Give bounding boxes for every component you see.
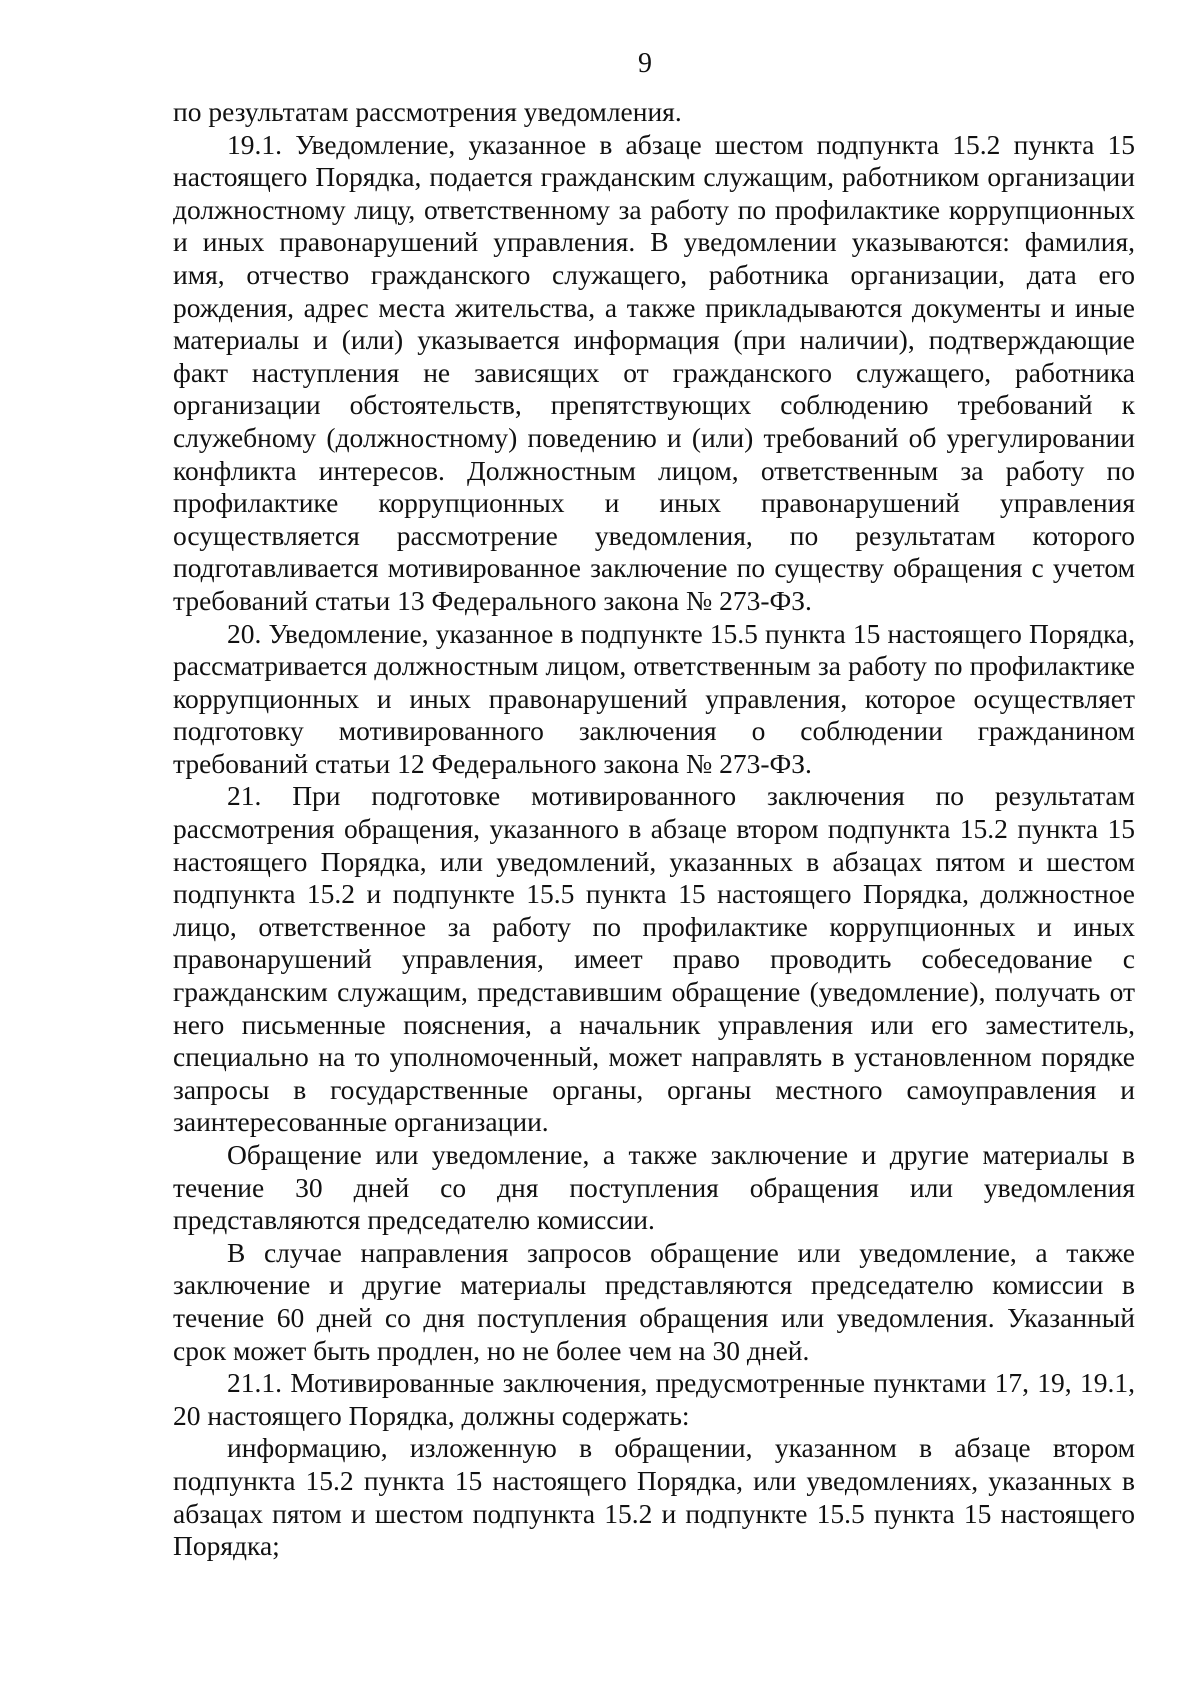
page-number: 9 xyxy=(638,48,652,79)
paragraph: Обращение или уведомление, а также заключение и другие материалы в течение 30 дней со дня поступления обращения или уведомления представляются председателю комиссии. xyxy=(173,1139,1135,1236)
paragraph: 20. Уведомление, указанное в подпункте 15.5 пункта 15 настоящего Порядка, рассматривается должностным лицом, ответственным за работу по профилактике коррупционных и иных правонарушений управления, которое осуществляет подготовку мотивированного заключения о соблюдении гражданином требований статьи 12 Федерального закона № 273-ФЗ. xyxy=(173,617,1135,779)
paragraph: 19.1. Уведомление, указанное в абзаце шестом подпункта 15.2 пункта 15 настоящего Порядка, подается гражданским служащим, работником организации должностному лицу, ответственному за работу по профилактике коррупционных и иных правонарушений управления. В уведомлении указываются: фамилия, имя, отчество гражданского служащего, работника организации, дата его рождения, адрес места жительства, а также прикладываются документы и иные материалы и (или) указывается информация (при наличии), подтверждающие факт наступления не зависящих от гражданского служащего, работника организации обстоятельств, препятствующих соблюдению требований к служебному (должностному) поведению и (или) требований об урегулировании конфликта интересов. Должностным лицом, ответственным за работу по профилактике коррупционных и иных правонарушений управления осуществляется рассмотрение уведомления, по результатам которого подготавливается мотивированное заключение по существу обращения с учетом требований статьи 13 Федерального закона № 273-ФЗ. xyxy=(173,128,1135,616)
paragraph: по результатам рассмотрения уведомления. xyxy=(173,96,682,127)
document-body xyxy=(173,96,1135,1563)
paragraph: 21.1. Мотивированные заключения, предусмотренные пунктами 17, 19, 19.1, 20 настоящего Порядка, должны содержать: xyxy=(173,1367,1135,1431)
paragraph: информацию, изложенную в обращении, указанном в абзаце втором подпункта 15.2 пункта 15 настоящего Порядка, или уведомлениях, указанных в абзацах пятом и шестом подпункта 15.2 и подпункте 15.5 пункта 15 настоящего Порядка; xyxy=(173,1432,1135,1562)
paragraph: 21. При подготовке мотивированного заключения по результатам рассмотрения обращения, указанного в абзаце втором подпункта 15.2 пункта 15 настоящего Порядка, или уведомлений, указанных в абзацах пятом и шестом подпункта 15.2 и подпункте 15.5 пункта 15 настоящего Порядка, должностное лицо, ответственное за работу по профилактике коррупционных и иных правонарушений управления, имеет право проводить собеседование с гражданским служащим, представившим обращение (уведомление), получать от него письменные пояснения, а начальник управления или его заместитель, специально на то уполномоченный, может направлять в установленном порядке запросы в государственные органы, органы местного самоуправления и заинтересованные организации. xyxy=(173,780,1135,1138)
paragraph: В случае направления запросов обращение или уведомление, а также заключение и другие материалы представляются председателю комиссии в течение 60 дней со дня поступления обращения или уведомления. Указанный срок может быть продлен, но не более чем на 30 дней. xyxy=(173,1236,1135,1366)
